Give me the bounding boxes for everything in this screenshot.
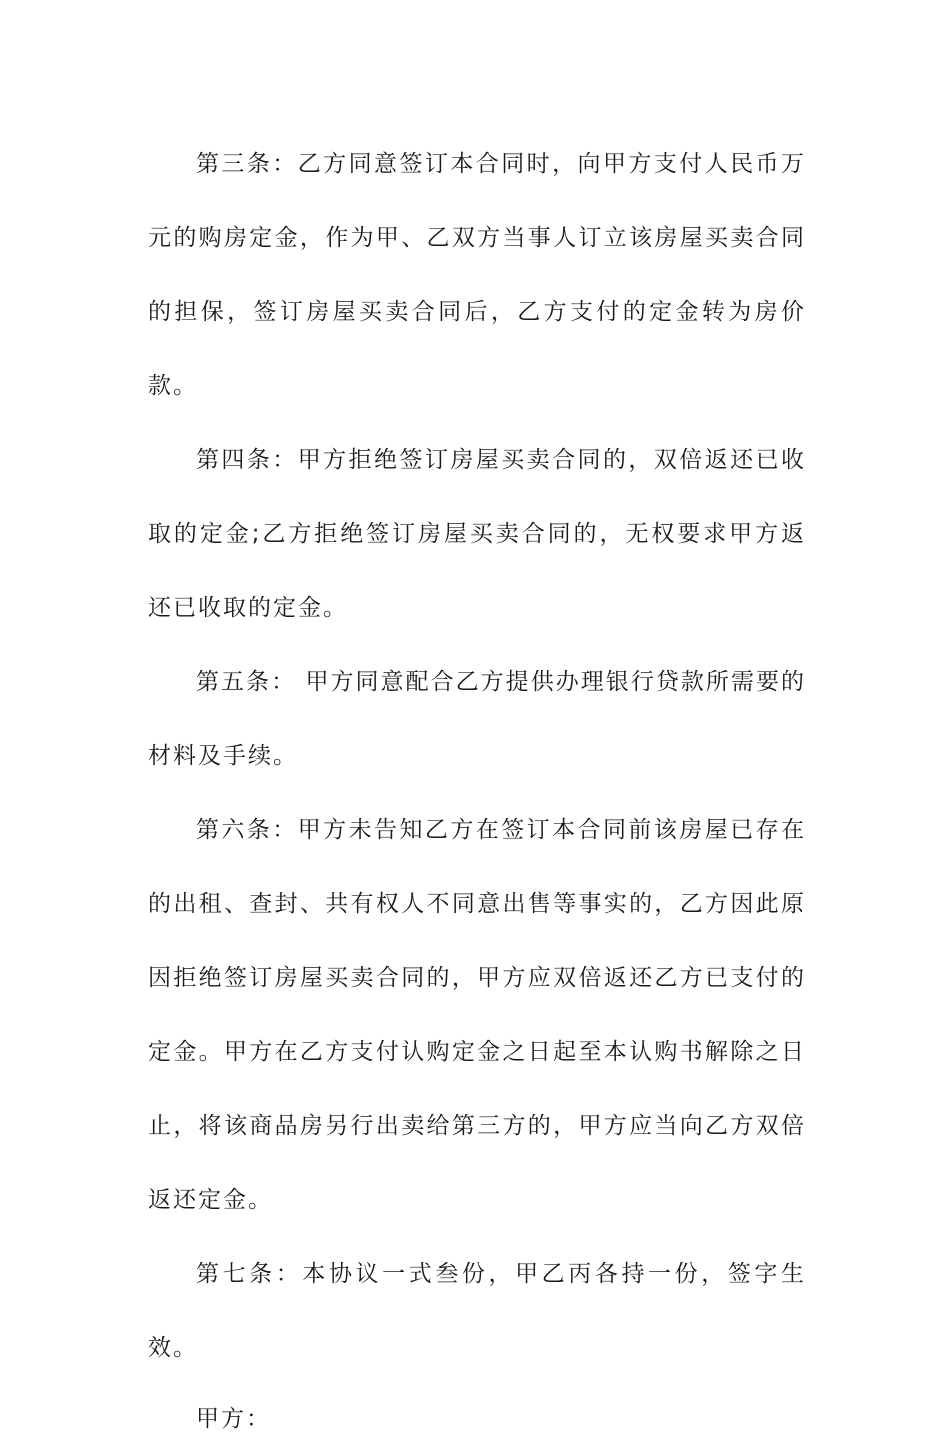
party-a-label: 甲方： [196,1406,271,1432]
clause-6-paragraph: 第六条：甲方未告知乙方在签订本合同前该房屋已存在的出租、查封、共有权人不同意出售等事实的，乙方因此原因拒绝签订房屋买卖合同的，甲方应双倍返还乙方已支付的定金。甲方在乙方支付认购定金之日起至本认购书解除之日止，将该商品房另行出卖给第三方的，甲方应当向乙方双倍返还定金。 [148,817,806,1213]
clause-7-paragraph: 第七条：本协议一式叁份，甲乙丙各持一份，签字生效。 [148,1261,806,1361]
clause-5-paragraph: 第五条： 甲方同意配合乙方提供办理银行贷款所需要的材料及手续。 [148,669,806,769]
clause-4-paragraph: 第四条：甲方拒绝签订房屋买卖合同的，双倍返还已收取的定金;乙方拒绝签订房屋买卖合同的，无权要求甲方返还已收取的定金。 [148,447,806,621]
contract-body [148,127,806,1453]
clause-3-paragraph: 第三条：乙方同意签订本合同时，向甲方支付人民币万元的购房定金，作为甲、乙双方当事人订立该房屋买卖合同的担保，签订房屋买卖合同后，乙方支付的定金转为房价款。 [148,151,806,399]
